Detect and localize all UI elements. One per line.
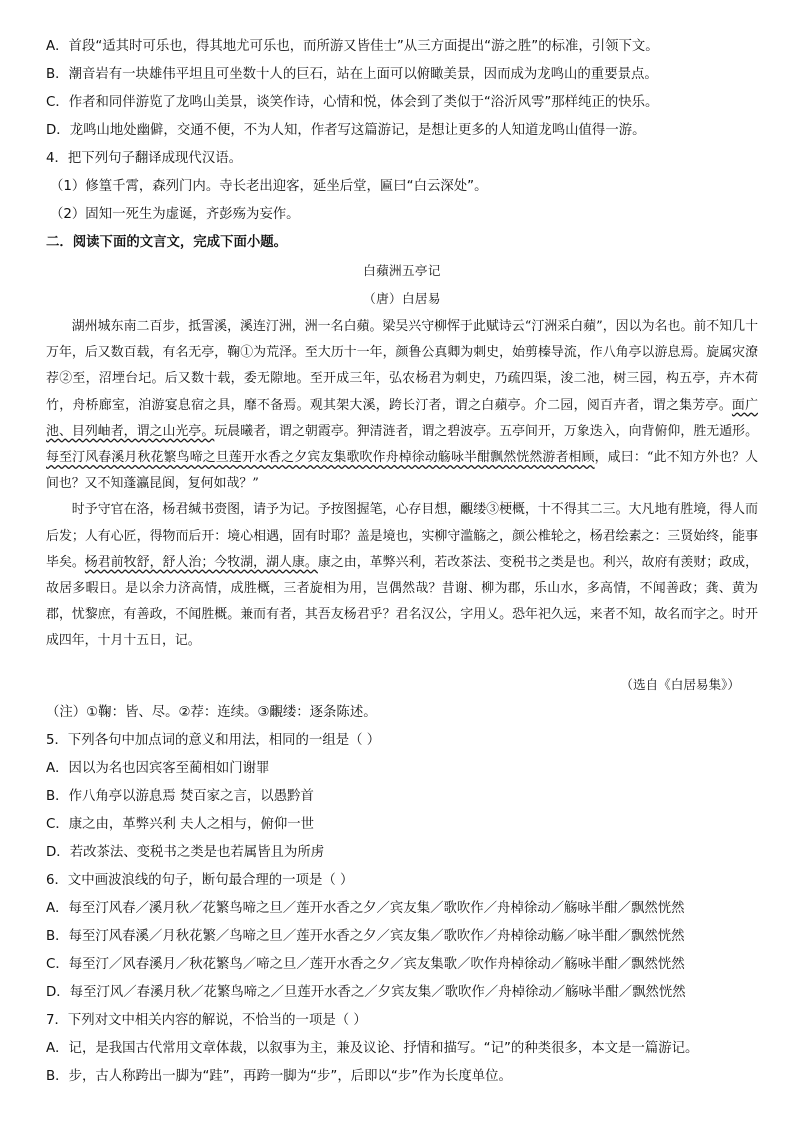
section-2-heading: 二．阅读下面的文言文，完成下面小题。 (46, 235, 288, 250)
q3-option-d: D．龙鸣山地处幽僻，交通不便，不为人知，作者写这篇游记，是想让更多的人知道龙鸣山值得一游。 (46, 123, 646, 138)
q7-option-a: A．记，是我国古代常用文章体裁，以叙事为主，兼及议论、抒情和描写。“记”的种类很多，本文是一篇游记。 (46, 1041, 699, 1056)
passage-author: （唐）白居易 (363, 291, 441, 306)
q5-option-d: D．若改茶法、变税书之类是也若属皆且为所虏 (46, 845, 325, 860)
passage-title: 白蘋洲五亭记 (363, 263, 441, 278)
passage-text: 湖州城东南二百步，抵霅溪，溪连汀洲，洲一名白蘋。梁吴兴守柳恽于此赋诗云“汀洲采白蘋”，因以为名也。前不知几十万年，后又数百载，有名无亭，鞠①为荒泽。至大历十一年，颜鲁公真卿为刺史，始剪榛导流，作八角亭以游息焉。旋属灾潦荐②至，沼堙台圮。后又数十载，委无隙地。至开成三年，弘农杨君为刺史，乃疏四渠，浚二池，树三园，构五亭，卉木荷竹，舟桥廊室，洎游宴息宿之具，靡不备焉。观其架大溪，跨长汀者，谓之白蘋亭。介二园，阅百卉者，谓之集芳亭。 (46, 319, 758, 413)
annotation-notes: （注）①鞠：皆、尽。②荐：连续。③覼缕：逐条陈述。 (46, 705, 377, 720)
q6-option-a: A．每至汀风春／溪月秋／花繁鸟啼之旦／莲开水香之夕／宾友集／歌吹作／舟棹徐动／觞咏半酣／飘然恍然 (46, 901, 685, 916)
q7-stem: 7．下列对文中相关内容的解说，不恰当的一项是（ ） (46, 1013, 367, 1028)
q4-sentence-1: （1）修篁千霄，森列门内。寺长老出迎客，延坐后堂，匾曰“白云深处”。 (50, 179, 488, 194)
q5-option-b: B．作八角亭以游息焉 焚百家之言，以愚黔首 (46, 789, 314, 804)
passage-text: 康之由，革弊兴利，若改茶法、变税书之类是也。利兴，故府有羡财；政成，故居多暇日。是以余力济高情，成胜概，三者旋相为用，岂偶然哉？昔谢、柳为郡，乐山水，多高情，不闻善政；龚、黄为郡，忧黎庶，有善政，不闻胜概。兼而有者，其吾友杨君乎？君名汉公，字用乂。恐年祀久远，来者不知，故名而字之。时开成四年，十月十五日，记。 (46, 554, 759, 649)
q6-stem: 6．文中画波浪线的句子，断句最合理的一项是（ ） (46, 873, 354, 888)
q4-sentence-2: （2）固知一死生为虚诞，齐彭殇为妄作。 (50, 207, 300, 222)
passage-text: 玩晨曦者，谓之朝霞亭。狎清涟者，谓之碧波亭。五亭间开，万象迭入，向背俯仰，胜无遁形。 (214, 423, 759, 439)
q6-option-b: B．每至汀风春溪／月秋花繁／鸟啼之旦／莲开水香之夕／宾友集／歌吹作／舟棹徐动觞／咏半酣／飘然恍然 (46, 929, 685, 944)
q3-option-c: C．作者和同伴游览了龙鸣山美景，谈笑作诗，心情和悦，体会到了类似于“浴沂风雩”那样纯正的快乐。 (46, 95, 659, 110)
passage-paragraph-1 (46, 314, 758, 497)
q3-option-a: A．首段“适其时可乐也，得其地尤可乐也，而所游又皆佳士”从三方面提出“游之胜”的标准，引领下文。 (46, 39, 659, 54)
wavy-underlined-text: 面广池、目列岫者，谓之山光亭。 (46, 397, 759, 439)
wavy-underlined-text: 杨君前牧舒，舒人治；今牧湖，湖人康。 (84, 554, 318, 570)
passage-text: 时予守官在洛，杨君缄书赍图，请予为记。予按图握笔，心存目想，覼缕③梗概，十不得其二三。大凡地有胜境，得人而后发；人有心匠，得物而后开：境心相遇，固有时耶？盖是境也，实柳守滥觞之，颜公椎轮之，杨君绘素之：三贤始终，能事毕矣。 (46, 502, 758, 570)
passage-body (46, 314, 758, 655)
passage-paragraph-2 (46, 497, 758, 654)
q3-option-b: B．潮音岩有一块雄伟平坦且可坐数十人的巨石，站在上面可以俯瞰美景，因而成为龙鸣山的重要景点。 (46, 67, 658, 82)
q4-stem: 4．把下列句子翻译成现代汉语。 (46, 151, 242, 166)
q5-option-c: C．康之由，革弊兴利 夫人之相与，俯仰一世 (46, 817, 315, 832)
passage-text: ，咸曰：“此不知方外也？人间也？又不知蓬瀛昆阆，复何如哉？” (46, 450, 759, 492)
wavy-underlined-sentence: 每至汀风春溪月秋花繁鸟啼之旦莲开水香之夕宾友集歌吹作舟棹徐动觞咏半酣飘然恍然游者相顾 (46, 450, 595, 466)
q5-option-a: A．因以为名也因宾客至蔺相如门谢罪 (46, 761, 270, 776)
passage-source: （选自《白居易集》） (620, 677, 740, 692)
q5-stem: 5．下列各句中加点词的意义和用法，相同的一组是（ ） (46, 733, 381, 748)
q6-option-d: D．每至汀风／春溪月秋／花繁鸟啼之／旦莲开水香之／夕宾友集／歌吹作／舟棹徐动／觞咏半酣／飘然恍然 (46, 985, 686, 1000)
q7-option-b: B．步，古人称跨出一脚为“跬”，再跨一脚为“步”，后即以“步”作为长度单位。 (46, 1069, 512, 1084)
q6-option-c: C．每至汀／风春溪月／秋花繁鸟／啼之旦／莲开水香之夕／宾友集歌／吹作舟棹徐动／觞咏半酣／飘然恍然 (46, 957, 685, 972)
